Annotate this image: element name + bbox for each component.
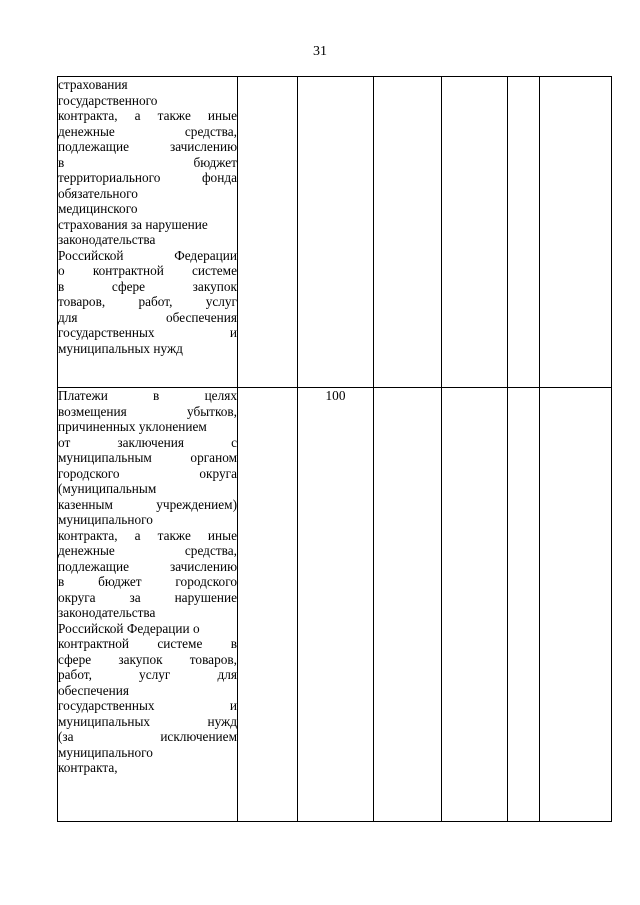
description-line: контрактной системе в <box>58 636 237 651</box>
description-line: Российской Федерации <box>58 247 237 263</box>
description-line: возмещения убытков, <box>58 403 237 419</box>
description-cell <box>58 77 238 388</box>
description-line: территориального фонда <box>58 170 237 185</box>
description-line: от заключения с <box>58 434 237 450</box>
description-line: страхования за нарушение <box>58 216 208 232</box>
description-line: для обеспечения <box>58 309 237 325</box>
description-line: медицинского <box>58 201 138 216</box>
code-cell <box>298 77 374 388</box>
document-table <box>57 76 612 822</box>
description-line: обязательного <box>58 185 138 201</box>
description-line: контракта, а также иные <box>58 108 237 123</box>
empty-cell <box>540 388 612 822</box>
description-line: казенным учреждением) <box>58 496 237 512</box>
empty-cell <box>374 77 442 388</box>
description-line: (муниципальным <box>58 481 157 496</box>
description-line: в бюджет городского <box>58 574 237 589</box>
description-line: муниципальных нужд <box>58 340 183 356</box>
empty-cell <box>238 388 298 822</box>
description-text <box>58 388 237 776</box>
description-line: товаров, работ, услуг <box>58 294 237 309</box>
description-line: денежные средства, <box>58 123 237 139</box>
description-line: Российской Федерации о <box>58 620 200 636</box>
empty-cell <box>508 388 540 822</box>
description-line: законодательства <box>58 605 156 620</box>
description-line: подлежащие зачислению <box>58 139 237 154</box>
description-line: Платежи в целях <box>58 388 237 403</box>
description-line: контракта, а также иные <box>58 527 237 543</box>
description-line: муниципального <box>58 744 153 760</box>
description-line: работ, услуг для <box>58 667 237 682</box>
description-line: государственных и <box>58 325 237 340</box>
description-line: городского округа <box>58 465 237 481</box>
empty-cell <box>508 77 540 388</box>
description-line: в сфере закупок <box>58 278 237 294</box>
description-line: государственного <box>58 92 158 108</box>
description-line: (за исключением <box>58 729 237 744</box>
empty-cell <box>540 77 612 388</box>
description-line: о контрактной системе <box>58 263 237 278</box>
description-line: муниципальных нужд <box>58 713 237 729</box>
empty-cell <box>374 388 442 822</box>
code-cell: 100 <box>298 388 374 822</box>
description-line: округа за нарушение <box>58 589 237 605</box>
table-row <box>58 388 612 822</box>
description-line: сфере закупок товаров, <box>58 651 237 667</box>
description-line: государственных и <box>58 698 237 713</box>
table-row <box>58 77 612 388</box>
description-line: муниципальным органом <box>58 450 237 465</box>
description-line: контракта, <box>58 760 118 775</box>
description-line: причиненных уклонением <box>58 419 207 434</box>
empty-cell <box>442 388 508 822</box>
description-line: в бюджет <box>58 154 237 170</box>
description-cell <box>58 388 238 822</box>
empty-cell <box>238 77 298 388</box>
description-line: денежные средства, <box>58 543 237 558</box>
description-line: подлежащие зачислению <box>58 558 237 574</box>
description-text <box>58 77 237 356</box>
description-line: обеспечения <box>58 682 129 698</box>
page-number: 31 <box>313 44 327 59</box>
description-line: законодательства <box>58 232 156 247</box>
empty-cell <box>442 77 508 388</box>
description-line: страхования <box>58 77 128 92</box>
description-line: муниципального <box>58 512 153 527</box>
